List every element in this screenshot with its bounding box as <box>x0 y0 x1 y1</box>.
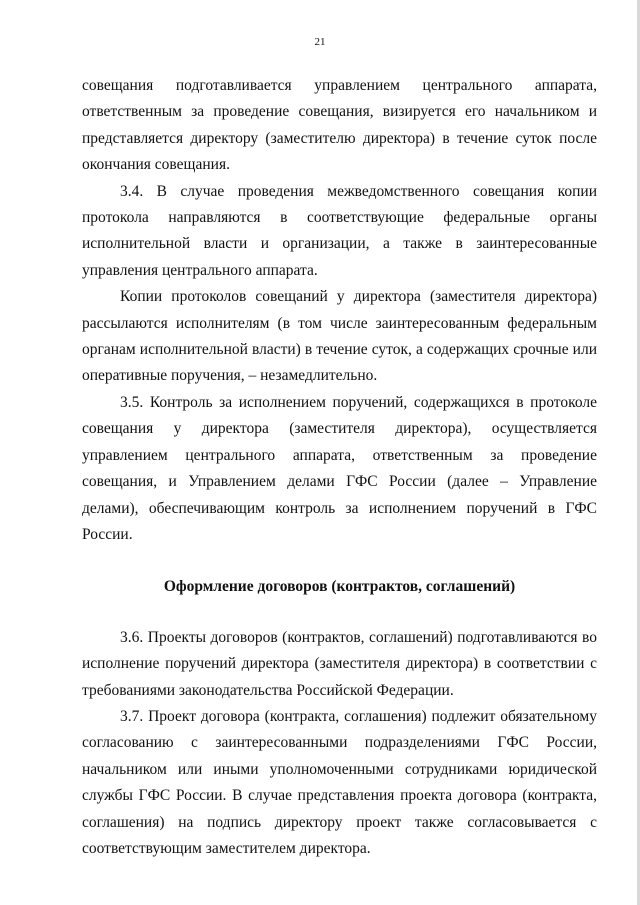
paragraph-3-6: 3.6. Проекты договоров (контрактов, соглашений) подготавливаются во исполнение поручений директора (заместителя директора) в соответствии с требованиями законодательства Российской Федерации. <box>82 628 597 699</box>
paragraph-protocol-copies: Копии протоколов совещаний у директора (заместителя директора) рассылаются исполнителям (в том числе заинтересованным федеральным органам исполнительной власти) в течение суток, а содержащих срочные или оперативные поручения, – незамедлительно. <box>82 288 597 385</box>
paragraph-meeting-protocol-end: совещания подготавливается управлением центрального аппарата, ответственным за проведение совещания, визируется его начальником и представляется директору (заместителю директора) в течение суток после окончания совещания. <box>82 77 597 174</box>
section-heading-contracts: Оформление договоров (контрактов, соглашений) <box>163 578 516 596</box>
paragraph-3-7: 3.7. Проект договора (контракта, соглашения) подлежит обязательному согласованию с заинтересованными подразделениями ГФС России, начальником или иными уполномоченными сотрудниками юридической службы ГФС России. В случае представления проекта договора (контракта, соглашения) на подпись директору проект также согласовывается с соответствующим заместителем директора. <box>82 707 597 857</box>
paragraph-3-5: 3.5. Контроль за исполнением поручений, содержащихся в протоколе совещания у директора (заместителя директора), осуществляется управлением центрального аппарата, ответственным за проведение совещания, и Управлением делами ГФС России (далее – Управление делами), обеспечивающим контроль за исполнением поручений в ГФС России. <box>82 393 597 543</box>
document-body <box>82 73 597 862</box>
paragraph-3-4: 3.4. В случае проведения межведомственного совещания копии протокола направляются в соответствующие федеральные органы исполнительной власти и организации, а также в заинтересованные управления центрального аппарата. <box>82 182 597 279</box>
page-number: 21 <box>314 36 326 48</box>
